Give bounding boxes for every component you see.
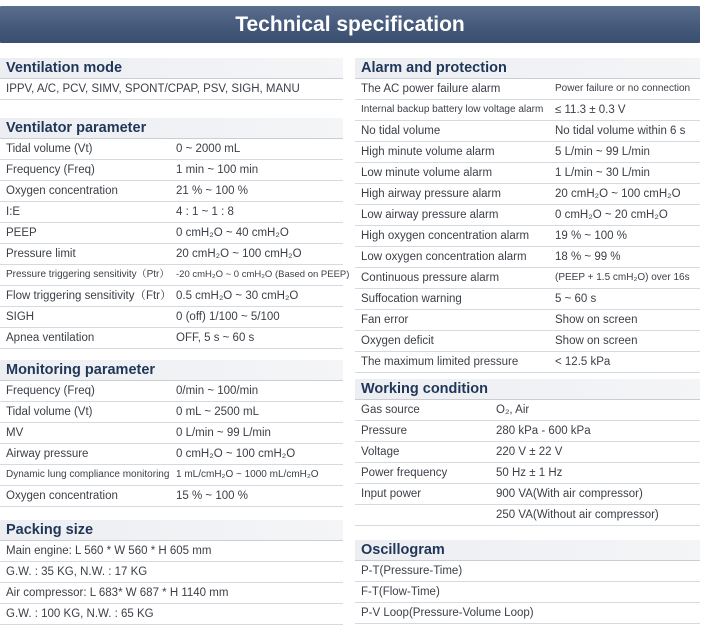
- row-value: ≤ 11.3 ± 0.3 V: [555, 104, 626, 116]
- list-item: F-T(Flow-Time): [355, 582, 700, 603]
- row-value: 0 cmH₂O ~ 40 cmH₂O: [176, 227, 289, 239]
- table-row: [0, 202, 343, 223]
- row-value: 0 cmH₂O ~ 20 cmH₂O: [555, 209, 668, 221]
- section-title: Ventilation mode: [0, 58, 343, 79]
- row-label: High oxygen concentration alarm: [361, 230, 530, 242]
- row-value: 0 ~ 2000 mL: [176, 143, 241, 155]
- row-value: 5 ~ 60 s: [555, 293, 597, 305]
- list-item: Air compressor: L 683* W 687 * H 1140 mm: [0, 583, 343, 604]
- row-label: High airway pressure alarm: [361, 188, 501, 200]
- table-row: [0, 381, 343, 402]
- row-label: Voltage: [361, 446, 400, 458]
- row-value: 900 VA(With air compressor): [496, 488, 643, 500]
- table-row: [355, 142, 700, 163]
- table-row: [0, 307, 343, 328]
- table-row: [355, 205, 700, 226]
- table-row: [355, 247, 700, 268]
- row-label: SIGH: [6, 311, 35, 323]
- table-row: [355, 100, 700, 121]
- table-row: [0, 181, 343, 202]
- table-row: [355, 163, 700, 184]
- row-value: (PEEP + 1.5 cmH₂O) over 16s: [555, 272, 690, 283]
- section-title: Oscillogram: [355, 540, 700, 561]
- table-row: [0, 244, 343, 265]
- row-value: 220 V ± 22 V: [496, 446, 563, 458]
- table-row: [355, 268, 700, 289]
- table-row: [355, 289, 700, 310]
- row-label: Dynamic lung compliance monitoring: [6, 469, 170, 480]
- row-value: No tidal volume within 6 s: [555, 125, 686, 137]
- row-label: Pressure limit: [6, 248, 76, 260]
- working-condition-section: [355, 379, 700, 526]
- row-label: Low airway pressure alarm: [361, 209, 499, 221]
- row-value: Show on screen: [555, 314, 638, 326]
- row-value: 20 cmH₂O ~ 100 cmH₂O: [176, 248, 302, 260]
- table-row: [0, 444, 343, 465]
- row-value: 0/min ~ 100/min: [176, 385, 259, 397]
- list-item: P-V Loop(Pressure-Volume Loop): [355, 603, 700, 624]
- row-value: 0 cmH₂O ~ 100 cmH₂O: [176, 448, 296, 460]
- ventilation-mode-text: IPPV, A/C, PCV, SIMV, SPONT/CPAP, PSV, SIGH, MANU: [0, 79, 343, 100]
- row-value: -20 cmH₂O ~ 0 cmH₂O (Based on PEEP): [176, 269, 350, 280]
- row-label: Internal backup battery low voltage alarm: [361, 104, 544, 115]
- list-item: Main engine: L 560 * W 560 * H 605 mm: [0, 541, 343, 562]
- table-row: [355, 226, 700, 247]
- row-label: Tidal volume (Vt): [6, 406, 93, 418]
- row-label: The AC power failure alarm: [361, 83, 501, 95]
- table-row: [355, 442, 700, 463]
- table-row: [0, 265, 350, 286]
- table-row: [355, 400, 700, 421]
- table-row: [0, 160, 343, 181]
- row-label: Pressure: [361, 425, 408, 437]
- list-item: P-T(Pressure-Time): [355, 561, 700, 582]
- row-value: 50 Hz ± 1 Hz: [496, 467, 563, 479]
- table-row: [0, 465, 343, 486]
- row-value: 250 VA(Without air compressor): [496, 509, 659, 521]
- row-label: Gas source: [361, 404, 420, 416]
- row-value: < 12.5 kPa: [555, 356, 611, 368]
- row-label: High minute volume alarm: [361, 146, 495, 158]
- table-row: [0, 328, 343, 349]
- row-value: 4 : 1 ~ 1 : 8: [176, 206, 234, 218]
- ventilation-mode-section: [0, 58, 343, 100]
- row-value: 0 mL ~ 2500 mL: [176, 406, 259, 418]
- table-row: [355, 79, 700, 100]
- table-row: [0, 139, 343, 160]
- row-label: Airway pressure: [6, 448, 89, 460]
- packing-size-section: [0, 520, 343, 625]
- row-label: Continuous pressure alarm: [361, 272, 500, 284]
- row-label: Oxygen concentration: [6, 185, 118, 197]
- row-value: 0 (off) 1/100 ~ 5/100: [176, 311, 280, 323]
- row-value: 1 min ~ 100 min: [176, 164, 259, 176]
- row-label: Frequency (Freq): [6, 164, 95, 176]
- row-label: Flow triggering sensitivity（Ftr）: [6, 290, 172, 302]
- row-value: 20 cmH₂O ~ 100 cmH₂O: [555, 188, 681, 200]
- table-row: [0, 486, 343, 507]
- table-row: [0, 423, 343, 444]
- row-label: Frequency (Freq): [6, 385, 95, 397]
- table-row: [355, 421, 700, 442]
- row-value: O₂, Air: [496, 404, 530, 416]
- row-value: OFF, 5 s ~ 60 s: [176, 332, 255, 344]
- row-label: Low minute volume alarm: [361, 167, 493, 179]
- row-label: Pressure triggering sensitivity（Ptr）: [6, 269, 170, 280]
- row-label: Input power: [361, 488, 422, 500]
- row-value: 5 L/min ~ 99 L/min: [555, 146, 650, 158]
- table-row: [355, 121, 700, 142]
- row-value: 19 % ~ 100 %: [555, 230, 627, 242]
- row-label: Apnea ventilation: [6, 332, 95, 344]
- list-item: G.W. : 100 KG, N.W. : 65 KG: [0, 604, 343, 625]
- section-title: Working condition: [355, 379, 700, 400]
- row-label: PEEP: [6, 227, 37, 239]
- section-title: Alarm and protection: [355, 58, 700, 79]
- table-row: [355, 184, 700, 205]
- row-value: 0 L/min ~ 99 L/min: [176, 427, 271, 439]
- table-row: [0, 286, 343, 307]
- list-item: G.W. : 35 KG, N.W. : 17 KG: [0, 562, 343, 583]
- row-label: I:E: [6, 206, 21, 218]
- oscillogram-section: [355, 540, 700, 624]
- ventilator-parameter-section: [0, 118, 350, 349]
- row-value: 21 % ~ 100 %: [176, 185, 248, 197]
- table-row: [0, 402, 343, 423]
- row-label: Tidal volume (Vt): [6, 143, 93, 155]
- row-value: 0.5 cmH₂O ~ 30 cmH₂O: [176, 290, 299, 302]
- table-row: [355, 505, 700, 526]
- row-label: MV: [6, 427, 24, 439]
- row-value: 1 mL/cmH₂O ~ 1000 mL/cmH₂O: [176, 469, 319, 480]
- table-row: [355, 331, 700, 352]
- row-label: No tidal volume: [361, 125, 441, 137]
- row-label: Power frequency: [361, 467, 448, 479]
- row-value: 18 % ~ 99 %: [555, 251, 621, 263]
- table-row: [355, 310, 700, 331]
- row-label: Fan error: [361, 314, 409, 326]
- table-row: [355, 484, 700, 505]
- row-value: Power failure or no connection: [555, 83, 691, 94]
- row-label: Low oxygen concentration alarm: [361, 251, 527, 263]
- section-title: Packing size: [0, 520, 343, 541]
- alarm-protection-section: [355, 58, 700, 373]
- row-value: 15 % ~ 100 %: [176, 490, 248, 502]
- table-row: [0, 223, 343, 244]
- monitoring-parameter-section: [0, 360, 343, 507]
- row-label: The maximum limited pressure: [361, 356, 519, 368]
- row-label: Oxygen deficit: [361, 335, 434, 347]
- row-label: Oxygen concentration: [6, 490, 118, 502]
- table-row: [355, 463, 700, 484]
- table-row: [355, 352, 700, 373]
- row-value: 1 L/min ~ 30 L/min: [555, 167, 650, 179]
- page-title: Technical specification: [0, 6, 700, 43]
- row-value: 280 kPa - 600 kPa: [496, 425, 591, 437]
- row-value: Show on screen: [555, 335, 638, 347]
- row-label: Suffocation warning: [361, 293, 462, 305]
- section-title: Monitoring parameter: [0, 360, 343, 381]
- section-title: Ventilator parameter: [0, 118, 343, 139]
